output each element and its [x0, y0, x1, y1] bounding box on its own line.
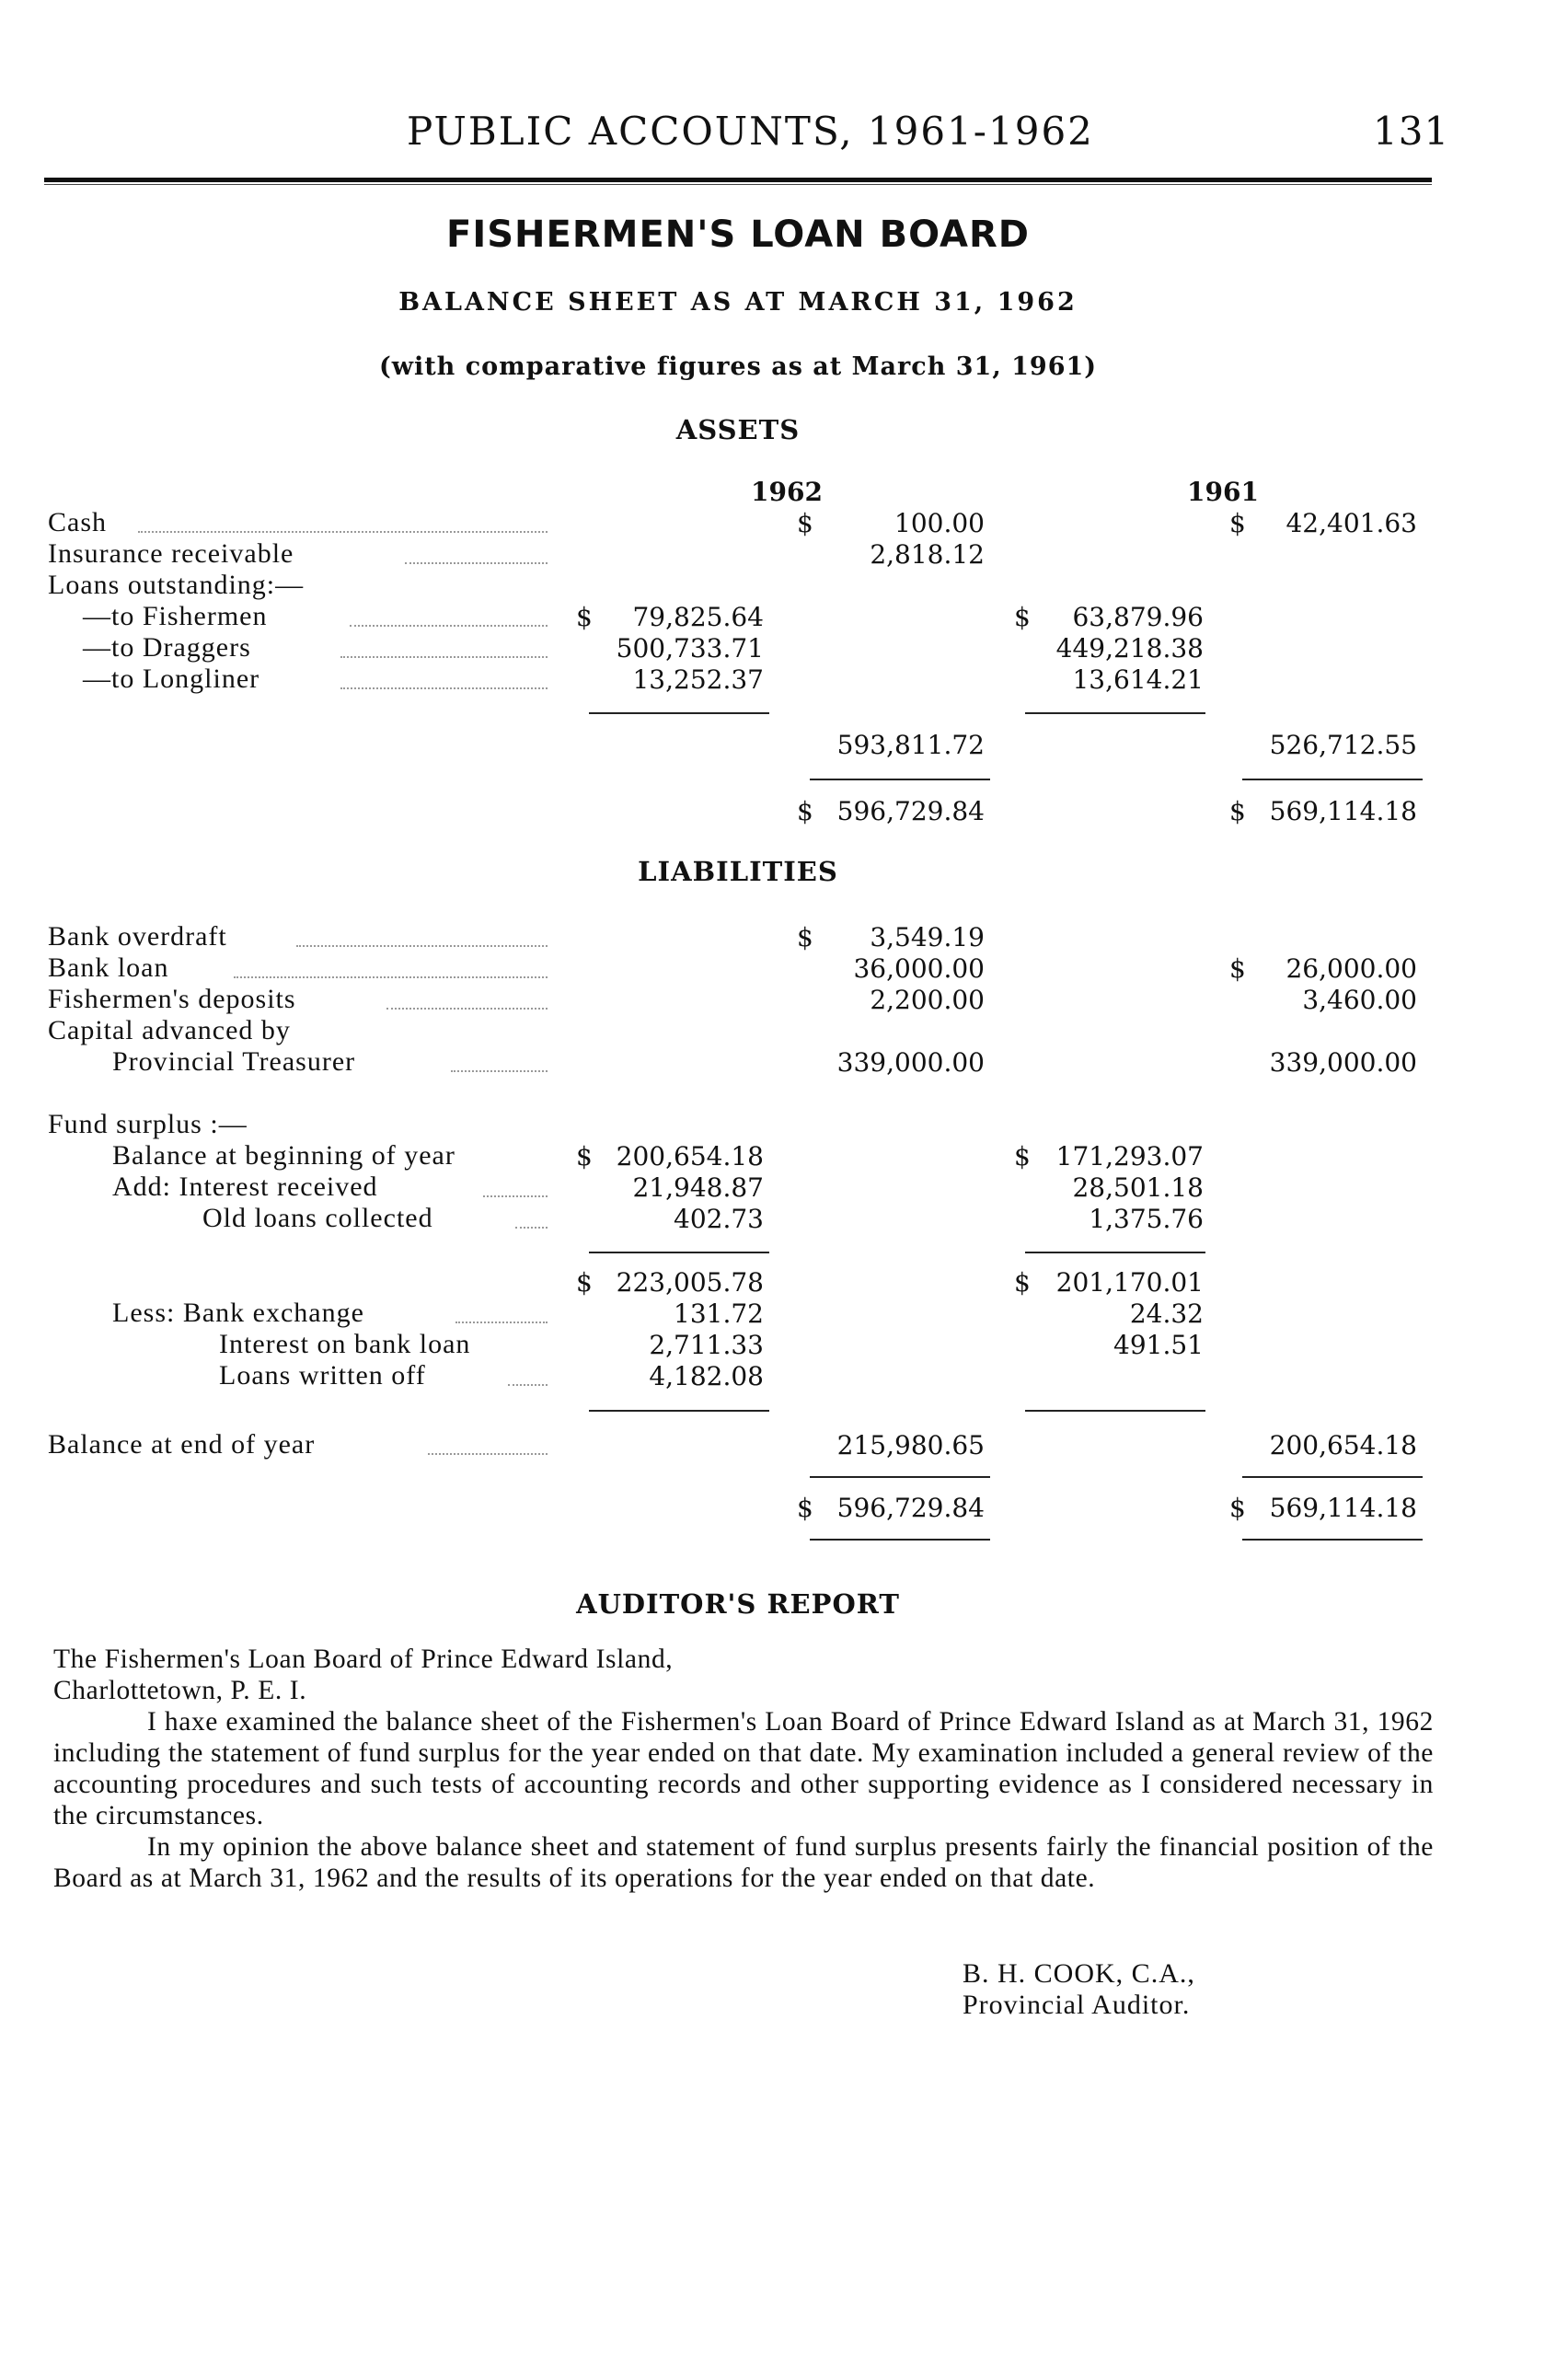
value-loans-written-off-1962: 4,182.08: [649, 1361, 764, 1391]
leader-dots: [234, 976, 548, 978]
total-double-rule: [1242, 1539, 1423, 1541]
currency-sign: $: [797, 922, 813, 952]
leader-dots: [386, 1008, 548, 1010]
currency-sign: $: [1014, 1141, 1031, 1171]
leader-dots: [455, 1321, 548, 1323]
leader-dots: [451, 1070, 548, 1072]
currency-sign: $: [1014, 602, 1031, 632]
value-interest-bank-loan-1961: 491.51: [1113, 1330, 1204, 1360]
label-insurance-receivable: Insurance receivable: [48, 538, 294, 569]
label-fund-surplus: Fund surplus :—: [48, 1109, 248, 1139]
label-loans-outstanding: Loans outstanding:—: [48, 570, 305, 600]
currency-sign: $: [1229, 1493, 1246, 1523]
label-capital-advanced: Capital advanced by: [48, 1015, 291, 1045]
value-interest-bank-loan-1962: 2,711.33: [649, 1330, 764, 1360]
running-header-title: PUBLIC ACCOUNTS, 1961-1962: [407, 109, 1094, 154]
label-loans-draggers: —to Draggers: [83, 632, 251, 663]
value-old-loans-1961: 1,375.76: [1089, 1204, 1204, 1234]
label-loans-written-off: Loans written off: [219, 1360, 426, 1391]
value-liabilities-total-1961: 569,114.18: [1269, 1493, 1417, 1523]
currency-sign: $: [797, 508, 813, 538]
auditor-report-heading: AUDITOR'S REPORT: [576, 1588, 900, 1620]
label-balance-end: Balance at end of year: [48, 1429, 316, 1460]
col-header-1961: 1961: [1187, 477, 1259, 507]
currency-sign: $: [1014, 1267, 1031, 1298]
leader-dots: [340, 656, 548, 658]
currency-sign: $: [576, 1141, 593, 1171]
leader-dots: [138, 531, 548, 533]
value-bank-exchange-1962: 131.72: [674, 1298, 764, 1329]
value-cash-1962: 100.00: [894, 508, 985, 538]
currency-sign: $: [797, 796, 813, 826]
leader-dots: [483, 1195, 548, 1197]
currency-sign: $: [1229, 508, 1246, 538]
value-loans-total-1962: 593,811.72: [836, 730, 985, 760]
value-cash-1961: 42,401.63: [1286, 508, 1417, 538]
label-bank-loan: Bank loan: [48, 952, 169, 983]
col-header-1962: 1962: [751, 477, 823, 507]
value-bank-overdraft-1962: 3,549.19: [870, 922, 985, 952]
leader-dots: [340, 687, 548, 689]
value-fund-subtotal-1961: 201,170.01: [1055, 1267, 1204, 1298]
value-balance-end-1962: 215,980.65: [836, 1430, 985, 1460]
label-old-loans-collected: Old loans collected: [202, 1203, 433, 1233]
subtotal-rule: [589, 712, 769, 714]
label-provincial-treasurer: Provincial Treasurer: [112, 1046, 356, 1077]
value-old-loans-1962: 402.73: [674, 1204, 764, 1234]
leader-dots: [350, 625, 548, 627]
subtotal-rule: [1025, 1252, 1205, 1253]
leader-dots: [296, 945, 548, 947]
value-fishermen-1961: 63,879.96: [1072, 602, 1204, 632]
assets-heading: ASSETS: [675, 414, 801, 445]
leader-dots: [515, 1227, 548, 1229]
currency-sign: $: [797, 1493, 813, 1523]
value-balance-end-1961: 200,654.18: [1269, 1430, 1417, 1460]
value-deposits-1961: 3,460.00: [1302, 985, 1417, 1015]
statement-subtitle: BALANCE SHEET AS AT MARCH 31, 1962: [398, 288, 1078, 317]
total-rule: [810, 779, 990, 780]
label-bank-exchange: Less: Bank exchange: [112, 1298, 364, 1328]
value-assets-total-1962: 596,729.84: [836, 796, 985, 826]
addressee: The Fishermen's Loan Board of Prince Edward Island,: [53, 1645, 674, 1674]
subtotal-rule: [1025, 712, 1205, 714]
total-rule: [1242, 779, 1423, 780]
value-balance-beginning-1961: 171,293.07: [1055, 1141, 1204, 1171]
total-rule: [810, 1476, 990, 1478]
value-draggers-1962: 500,733.71: [616, 633, 764, 664]
value-fund-subtotal-1962: 223,005.78: [616, 1267, 764, 1298]
value-capital-1962: 339,000.00: [836, 1047, 985, 1078]
value-longliner-1962: 13,252.37: [632, 664, 764, 695]
label-bank-overdraft: Bank overdraft: [48, 921, 227, 952]
location: Charlottetown, P. E. I.: [53, 1676, 307, 1705]
currency-sign: $: [1229, 796, 1246, 826]
leader-dots: [428, 1453, 548, 1455]
liabilities-heading: LIABILITIES: [638, 856, 838, 887]
value-fishermen-1962: 79,825.64: [632, 602, 764, 632]
leader-dots: [405, 562, 548, 564]
value-balance-beginning-1962: 200,654.18: [616, 1141, 764, 1171]
value-bank-exchange-1961: 24.32: [1129, 1298, 1204, 1329]
value-interest-received-1961: 28,501.18: [1072, 1172, 1204, 1203]
total-double-rule: [810, 1539, 990, 1541]
subtotal-rule: [1025, 1410, 1205, 1412]
value-interest-received-1962: 21,948.87: [632, 1172, 764, 1203]
auditor-report-body: [53, 1644, 1434, 1894]
value-longliner-1961: 13,614.21: [1072, 664, 1204, 695]
label-loans-fishermen: —to Fishermen: [83, 601, 268, 631]
header-rule-thin: [44, 184, 1432, 185]
board-title: FISHERMEN'S LOAN BOARD: [446, 214, 1030, 256]
value-insurance-1962: 2,818.12: [870, 539, 985, 570]
header-rule: [44, 178, 1432, 182]
report-paragraph: I haxe examined the balance sheet of the Fishermen's Loan Board of Prince Edward Island as at March 31, 1962 including the statement of fund surplus for the year ended on that date. My examination included a general review of the accounting procedures and such tests of accounting records and other supporting evidence as I considered necessary in the circumstances.: [53, 1707, 1434, 1830]
label-interest-bank-loan: Interest on bank loan: [219, 1329, 471, 1359]
signature-name: B. H. COOK, C.A.,: [963, 1958, 1195, 1989]
currency-sign: $: [576, 602, 593, 632]
total-rule: [1242, 1476, 1423, 1478]
label-cash: Cash: [48, 507, 107, 537]
comparative-note: (with comparative figures as at March 31, 1961): [378, 352, 1098, 381]
value-bank-loan-1962: 36,000.00: [853, 953, 985, 984]
value-draggers-1961: 449,218.38: [1055, 633, 1204, 664]
page-number: 131: [1373, 109, 1450, 154]
subtotal-rule: [589, 1410, 769, 1412]
opinion-paragraph: In my opinion the above balance sheet and statement of fund surplus presents fairly the financial position of the Board as at March 31, 1962 and the results of its operations for the year ended on that date.: [53, 1832, 1434, 1893]
label-loans-longliner: —to Longliner: [83, 664, 260, 694]
value-liabilities-total-1962: 596,729.84: [836, 1493, 985, 1523]
subtotal-rule: [589, 1252, 769, 1253]
label-fishermens-deposits: Fishermen's deposits: [48, 984, 296, 1014]
signature-title: Provincial Auditor.: [963, 1990, 1191, 2020]
value-loans-total-1961: 526,712.55: [1269, 730, 1417, 760]
currency-sign: $: [576, 1267, 593, 1298]
label-interest-received: Add: Interest received: [112, 1171, 378, 1202]
value-bank-loan-1961: 26,000.00: [1286, 953, 1417, 984]
value-deposits-1962: 2,200.00: [870, 985, 985, 1015]
value-capital-1961: 339,000.00: [1269, 1047, 1417, 1078]
value-assets-total-1961: 569,114.18: [1269, 796, 1417, 826]
label-balance-beginning: Balance at beginning of year: [112, 1140, 455, 1171]
leader-dots: [508, 1384, 548, 1386]
currency-sign: $: [1229, 953, 1246, 984]
